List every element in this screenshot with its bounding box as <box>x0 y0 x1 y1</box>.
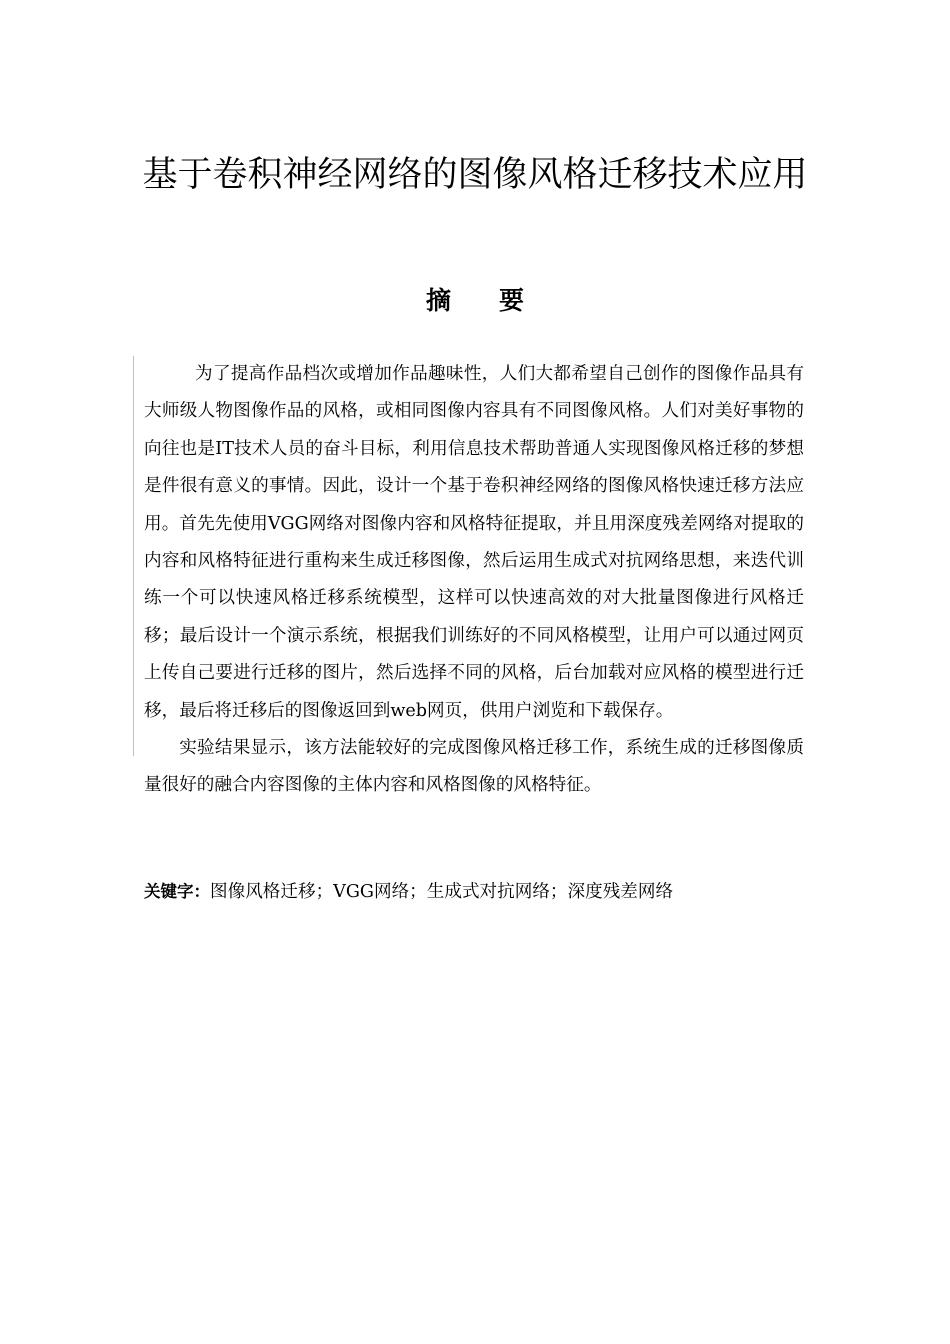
abstract-heading-char-2: 要 <box>499 286 525 315</box>
abstract-heading-char-1: 摘 <box>425 286 451 315</box>
abstract-body <box>144 356 804 805</box>
keywords-label: 关键字： <box>144 882 210 901</box>
abstract-paragraph-2: 实验结果显示，该方法能较好的完成图像风格迁移工作，系统生成的迁移图像质量很好的融合内容图像的主体内容和风格图像的风格特征。 <box>144 738 804 796</box>
keywords-text: 图像风格迁移；VGG网络；生成式对抗网络；深度残差网络 <box>210 882 674 902</box>
page-title: 基于卷积神经网络的图像风格迁移技术应用 <box>142 155 808 195</box>
margin-rule <box>133 356 134 756</box>
keywords-line <box>144 873 824 911</box>
abstract-heading <box>0 281 950 321</box>
abstract-paragraph-1: 为了提高作品档次或增加作品趣味性，人们大都希望自己创作的图像作品具有大师级人物图像作品的风格，或相同图像内容具有不同图像风格。人们对美好事物的向往也是IT技术人员的奋斗目标，利用信息技术帮助普通人实现图像风格迁移的梦想是件很有意义的事情。因此，设计一个基于卷积神经网络的图像风格快速迁移方法应用。首先先使用VGG网络对图像内容和风格特征提取，并且用深度残差网络对提取的内容和风格特征进行重构来生成迁移图像，然后运用生成式对抗网络思想，来迭代训练一个可以快速风格迁移系统模型，这样可以快速高效的对大批量图像进行风格迁移；最后设计一个演示系统，根据我们训练好的不同风格模型，让用户可以通过网页上传自己要进行迁移的图片，然后选择不同的风格，后台加载对应风格的模型进行迁移，最后将迁移后的图像返回到web网页，供用户浏览和下载保存。 <box>144 364 804 721</box>
